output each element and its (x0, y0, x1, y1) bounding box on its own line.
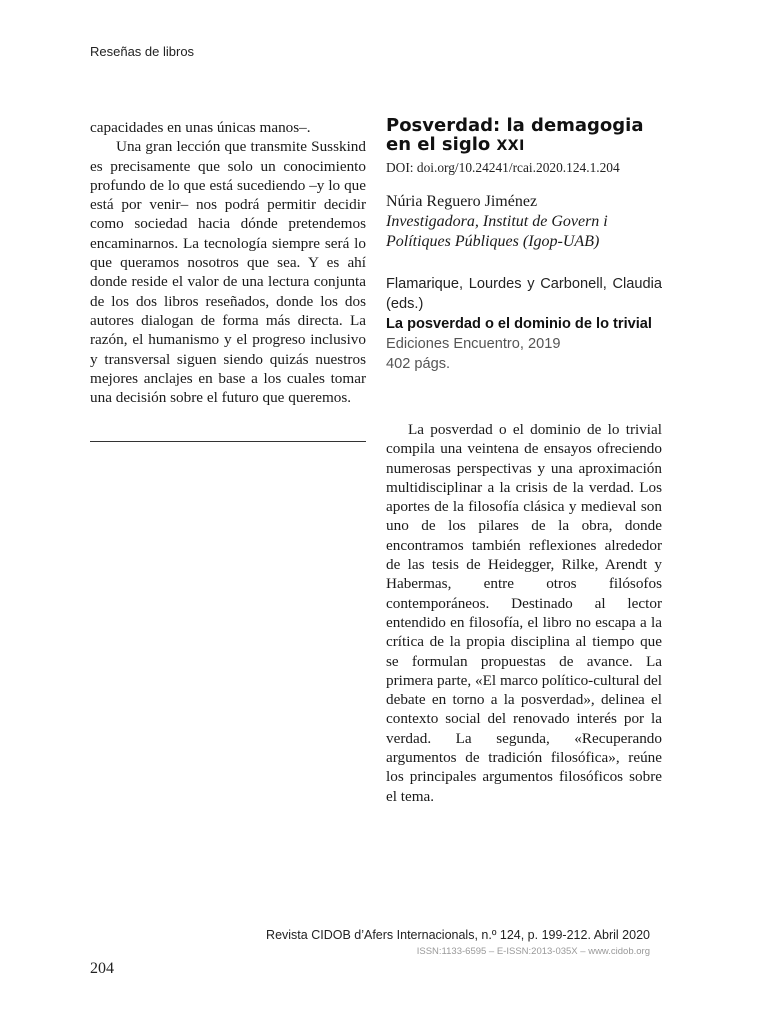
doi-line: DOI: doi.org/10.24241/rcai.2020.124.1.204 (386, 160, 620, 175)
reviewer-name: Núria Reguero Jiménez (386, 193, 538, 210)
column-divider-rule (90, 441, 366, 442)
review-title-main: Posverdad: la demagogia en el siglo (386, 115, 644, 155)
reviewer-affiliation: Investigadora, Institut de Govern i Polítiques Públiques (Igop-UAB) (386, 213, 608, 250)
book-pages: 402 págs. (386, 356, 451, 372)
journal-citation: Revista CIDOB d’Afers Internacionals, n.º 124, p. 199-212. Abril 2020 (266, 928, 650, 942)
review-title (386, 116, 662, 156)
issn-line: ISSN:1133-6595 – E-ISSN:2013-035X – www.cidob.org (416, 946, 650, 957)
review-title-century: XXI (496, 138, 525, 154)
page-number: 204 (90, 960, 114, 977)
book-publisher: Ediciones Encuentro, 2019 (386, 336, 561, 352)
book-authors: Flamarique, Lourdes y Carbonell, Claudia (eds.) (386, 276, 662, 312)
book-title: La posverdad o el dominio de lo trivial (386, 316, 652, 332)
review-body: La posverdad o el dominio de lo trivial compila una veintena de ensayos ofreciendo numerosas perspectivas y una aproximación multidisciplinar a la crisis de la verdad. Los aportes de la filosofía clásica y medieval son uno de los pilares de la obra, donde encontramos también reflexiones alrededor de las tesis de Heidegger, Rilke, Arendt y Habermas, entre otros filósofos contemporáneos. Destinado al lector entendido en filosofía, el libro no escapa a la crítica de la propia disciplina al tiempo que se formulan propuestas de avance. La primera parte, «El marco político-cultural del debate en torno a la posverdad», delinea el contexto social del renovado interés por la verdad. La segunda, «Recuperando argumentos de tradición filosófica», reúne los principales argumentos filosóficos sobre el tema. (386, 421, 662, 805)
review-column (386, 116, 662, 806)
left-paragraph-continued: capacidades en unas únicas manos–. (90, 119, 311, 136)
left-paragraph: Una gran lección que transmite Susskind es precisamente que solo un conocimiento profundo de lo que está sucediendo –y lo que está por venir– nos podrá permitir decidir como sociedad hacia dónde pretendemos encaminarnos. La tecnología siempre será lo que queramos nosotros que sea. Y es ahí donde reside el valor de una lectura conjunta de los dos libros reseñados, donde los dos autores dialogan de forma más directa. La razón, el humanismo y el progreso inclusivo y transversal siguen siendo quizás nuestros mejores anclajes en base a los cuales tomar una decisión sobre el futuro que queremos. (90, 138, 366, 407)
running-header: Reseñas de libros (90, 44, 195, 59)
left-column (90, 118, 366, 407)
